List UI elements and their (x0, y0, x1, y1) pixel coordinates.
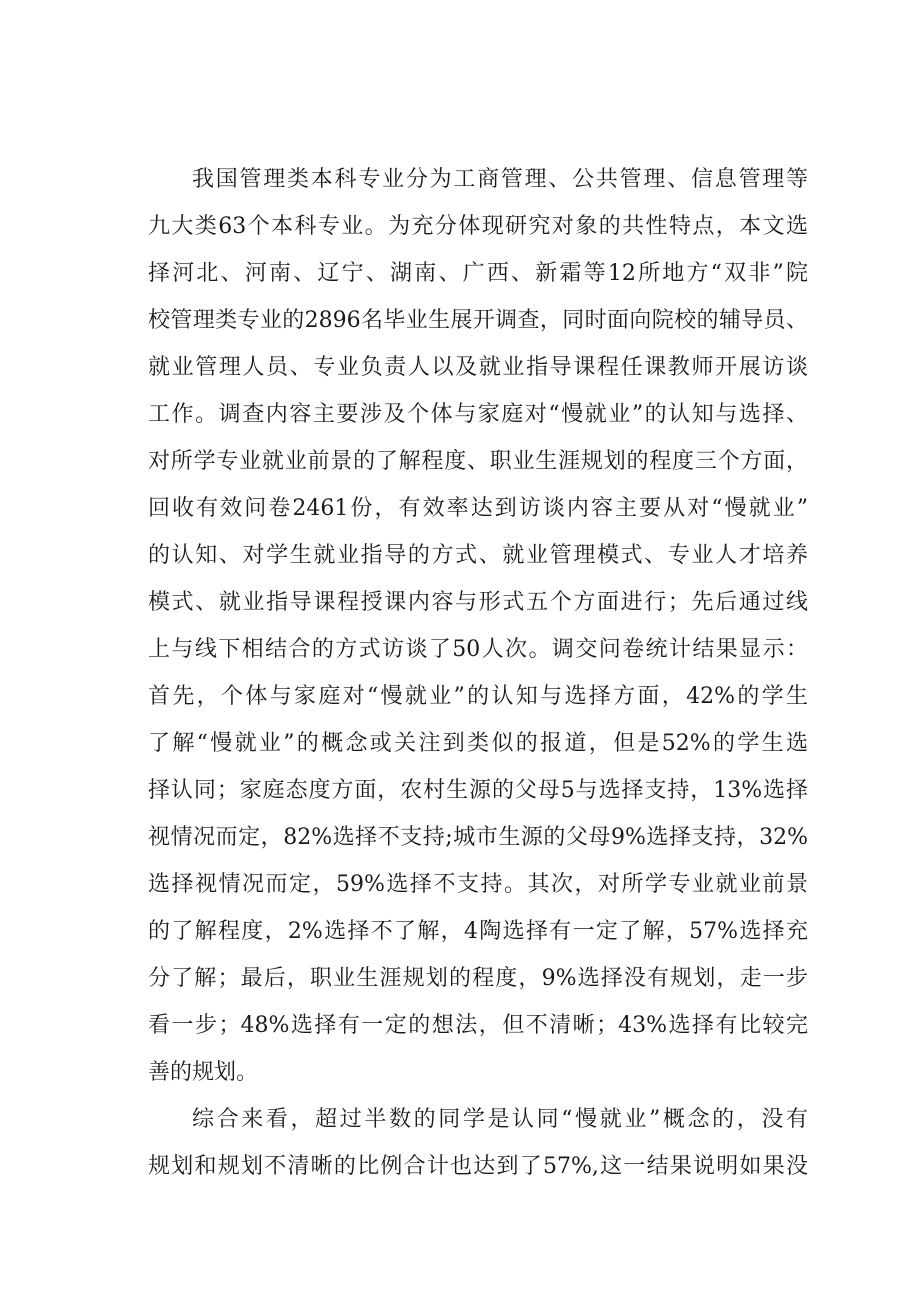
text-line: 上与线下相结合的方式访谈了50人次。调交问卷统计结果显示： (148, 637, 808, 662)
text-line: 回收有效问卷2461份，有效率达到访谈内容主要从对“慢就业” (148, 496, 808, 521)
text-line: 就业管理人员、专业负责人以及就业指导课程任课教师开展访谈 (148, 355, 808, 380)
text-line: 我国管理类本科专业分为工商管理、公共管理、信息管理等 (192, 167, 808, 192)
text-line: 校管理类专业的2896名毕业生展开调查，同时面向院校的辅导员、 (148, 308, 808, 333)
text-line: 模式、就业指导课程授课内容与形式五个方面进行；先后通过线 (148, 590, 808, 615)
text-line: 工作。调查内容主要涉及个体与家庭对“慢就业”的认知与选择、 (148, 402, 808, 427)
text-line: 择认同；家庭态度方面，农村生源的父母5与选择支持，13%选择 (148, 778, 808, 803)
paragraph-survey-method (148, 156, 808, 1096)
text-line: 择河北、河南、辽宁、湖南、广西、新霜等12所地方“双非”院 (148, 261, 808, 286)
text-line: 视情况而定，82%选择不支持;城市生源的父母9%选择支持，32% (148, 825, 808, 850)
text-line: 首先，个体与家庭对“慢就业”的认知与选择方面，42%的学生 (148, 684, 808, 709)
text-line: 对所学专业就业前景的了解程度、职业生涯规划的程度三个方面， (148, 449, 808, 474)
text-line: 选择视情况而定，59%选择不支持。其次，对所学专业就业前景 (148, 872, 808, 897)
body-text (148, 156, 808, 1190)
paragraph-summary (148, 1096, 808, 1190)
text-line: 了解“慢就业”的概念或关注到类似的报道，但是52%的学生选 (148, 731, 808, 756)
text-line: 九大类63个本科专业。为充分体现研究对象的共性特点，本文选 (148, 214, 808, 239)
text-line: 的认知、对学生就业指导的方式、就业管理模式、专业人才培养 (148, 543, 808, 568)
text-line: 分了解；最后，职业生涯规划的程度，9%选择没有规划，走一步 (148, 966, 808, 991)
text-line: 综合来看，超过半数的同学是认同“慢就业”概念的，没有 (192, 1107, 808, 1132)
text-line: 规划和规划不清晰的比例合计也达到了57%,这一结果说明如果没 (148, 1154, 808, 1179)
text-line: 善的规划。 (148, 1060, 259, 1085)
text-line: 看一步；48%选择有一定的想法，但不清晰；43%选择有比较完 (148, 1013, 808, 1038)
text-line: 的了解程度，2%选择不了解，4陶选择有一定了解，57%选择充 (148, 919, 808, 944)
